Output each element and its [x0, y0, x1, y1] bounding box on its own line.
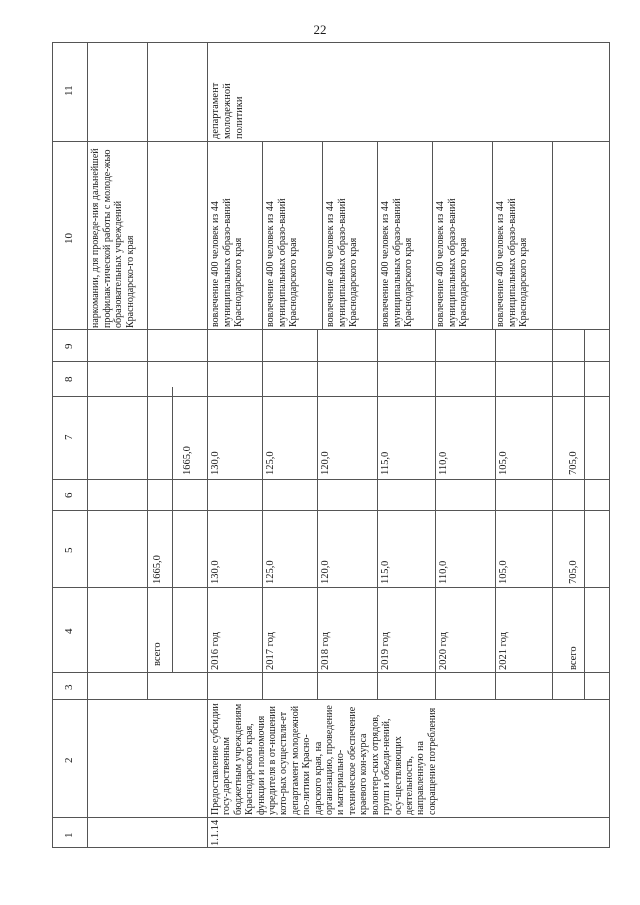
year-2019: 2019 год	[380, 632, 391, 670]
prev-total-label: всего	[152, 642, 163, 666]
year-2016: 2016 год	[210, 632, 221, 670]
col-header-7: 7	[63, 434, 75, 440]
amount-2017-col7: 125,0	[265, 451, 276, 475]
result-2019: вовлечение 400 человек из 44 муниципальных образо-ваний Краснодарского края	[380, 198, 414, 327]
col-header-10: 10	[63, 233, 75, 244]
year-2017: 2017 год	[265, 632, 276, 670]
page-number: 22	[313, 22, 327, 37]
amount-2018-col5: 120,0	[320, 560, 331, 584]
col-header-11: 11	[63, 85, 75, 96]
amount-2018-col7: 120,0	[320, 451, 331, 475]
result-2020: вовлечение 400 человек из 44 муниципальных образо-ваний Краснодарского края	[435, 198, 469, 327]
year-2021: 2021 год	[498, 632, 509, 670]
result-2018: вовлечение 400 человек из 44 муниципальных образо-ваний Краснодарского края	[325, 198, 359, 327]
amount-2016-col7: 130,0	[210, 451, 221, 475]
col-header-1: 1	[63, 832, 75, 838]
amount-2021-col7: 105,0	[498, 451, 509, 475]
amount-2019-col5: 115,0	[380, 560, 391, 584]
col-header-8: 8	[63, 376, 75, 382]
col-header-2: 2	[63, 757, 75, 763]
prev-total-col7: 1665,0	[182, 446, 193, 475]
item-total-label: всего	[568, 646, 579, 670]
prev-result-text: наркомании, для проведе-ния дальнейшей профилак-тической работы с молоде-жью образовательных учреждений Краснодарско-го края	[90, 148, 136, 328]
col-header-9: 9	[63, 343, 75, 349]
amount-2021-col5: 105,0	[498, 560, 509, 584]
amount-2020-col7: 110,0	[438, 451, 449, 475]
amount-2020-col5: 110,0	[438, 560, 449, 584]
result-2021: вовлечение 400 человек из 44 муниципальных образо-ваний Краснодарского края	[495, 198, 529, 327]
col-header-6: 6	[63, 492, 75, 498]
prev-executor-text: департамент молодежной политики	[210, 82, 245, 139]
amount-2017-col5: 125,0	[265, 560, 276, 584]
col-header-4: 4	[63, 628, 75, 634]
year-2018: 2018 год	[320, 632, 331, 670]
col-header-5: 5	[63, 547, 75, 553]
rotated-table	[52, 42, 610, 848]
item-total-col7: 705,0	[568, 451, 579, 475]
item-description: Предоставление субсидии госу-дарственным бюджетным учреждениям Краснодарского края, функции и полномочия учредителя в от-ношении кото-рых осуществля-ет департамент молодежной по-литики Красно-дарского края, на организацию, проведение и материально-техническое обеспечение краевого кон-курса волонтер-ских отрядов, групп и объеди-нений, осу-ществляющих деятельность, направленную на сокращение потребления	[210, 703, 438, 815]
year-2020: 2020 год	[438, 632, 449, 670]
amount-2019-col7: 115,0	[380, 451, 391, 475]
result-2017: вовлечение 400 человек из 44 муниципальных образо-ваний Краснодарского края	[265, 198, 299, 327]
item-number: 1.1.14	[210, 819, 221, 846]
result-2016: вовлечение 400 человек из 44 муниципальных образо-ваний Краснодарского края	[210, 198, 244, 327]
col-header-3: 3	[63, 684, 75, 690]
item-total-col5: 705,0	[568, 560, 579, 584]
amount-2016-col5: 130,0	[210, 560, 221, 584]
prev-total-col5: 1665,0	[152, 555, 163, 584]
